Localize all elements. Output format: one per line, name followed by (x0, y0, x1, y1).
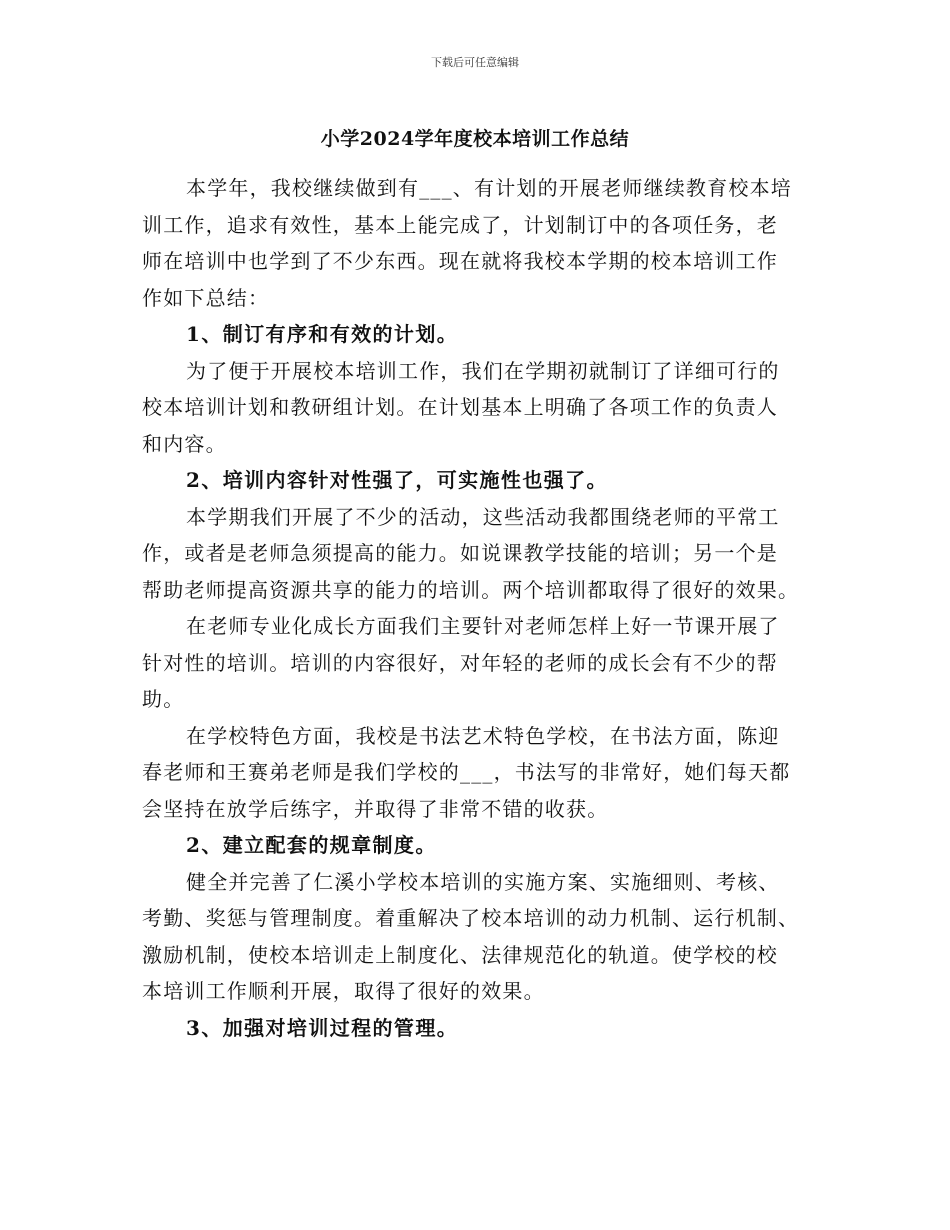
text-line: 健全并完善了仁溪小学校本培训的实施方案、实施细则、考核、 (186, 869, 780, 894)
body-paragraph (142, 170, 832, 316)
text-line: 1、制订有序和有效的计划。 (186, 322, 459, 346)
text-line: 2、建立配套的规章制度。 (186, 833, 437, 857)
text-line: 本学年，我校继续做到有___、有计划的开展老师继续教育校本培 (186, 176, 792, 200)
section-heading (142, 316, 832, 353)
body-paragraph (142, 608, 832, 718)
text-line: 2、培训内容针对性强了，可实施性也强了。 (186, 468, 608, 492)
document-title: 小学2024学年度校本培训工作总结 (320, 128, 630, 150)
body-paragraph (142, 864, 832, 1010)
body-paragraph (142, 499, 832, 609)
text-line: 激励机制，使校本培训走上制度化、法律规范化的轨道。使学校的校 (142, 942, 778, 967)
document-body (142, 170, 832, 1046)
text-line: 和内容。 (142, 431, 227, 456)
text-line: 训工作，追求有效性，基本上能完成了，计划制订中的各项任务，老 (142, 212, 778, 237)
text-line: 校本培训计划和教研组计划。在计划基本上明确了各项工作的负责人 (142, 395, 778, 419)
text-line: 作如下总结： (142, 285, 270, 310)
text-line: 为了便于开展校本培训工作，我们在学期初就制订了详细可行的 (186, 358, 780, 383)
text-line: 考勤、奖惩与管理制度。着重解决了校本培训的动力机制、运行机制、 (142, 906, 800, 930)
text-line: 帮助老师提高资源共享的能力的培训。两个培训都取得了很好的效果。 (142, 577, 800, 602)
text-line: 春老师和王赛弟老师是我们学校的___，书法写的非常好，她们每天都 (142, 760, 791, 784)
text-line: 会坚持在放学后练字，并取得了非常不错的收获。 (142, 796, 609, 821)
section-heading (142, 1010, 832, 1047)
section-heading (142, 462, 832, 499)
text-line: 本学期我们开展了不少的活动，这些活动我都围绕老师的平常工 (186, 504, 780, 529)
text-line: 师在培训中也学到了不少东西。现在就将我校本学期的校本培训工作 (142, 249, 778, 273)
header-note: 下载后可任意编辑 (431, 56, 519, 69)
section-heading (142, 827, 832, 864)
body-paragraph (142, 718, 832, 828)
text-line: 助。 (142, 687, 185, 711)
text-line: 3、加强对培训过程的管理。 (186, 1015, 459, 1040)
text-line: 在学校特色方面，我校是书法艺术特色学校，在书法方面，陈迎 (186, 723, 780, 748)
text-line: 作，或者是老师急须提高的能力。如说课教学技能的培训；另一个是 (142, 541, 778, 565)
text-line: 本培训工作顺利开展，取得了很好的效果。 (142, 979, 545, 1003)
text-line: 针对性的培训。培训的内容很好，对年轻的老师的成长会有不少的帮 (142, 650, 778, 675)
body-paragraph (142, 353, 832, 463)
text-line: 在老师专业化成长方面我们主要针对老师怎样上好一节课开展了 (186, 614, 780, 638)
